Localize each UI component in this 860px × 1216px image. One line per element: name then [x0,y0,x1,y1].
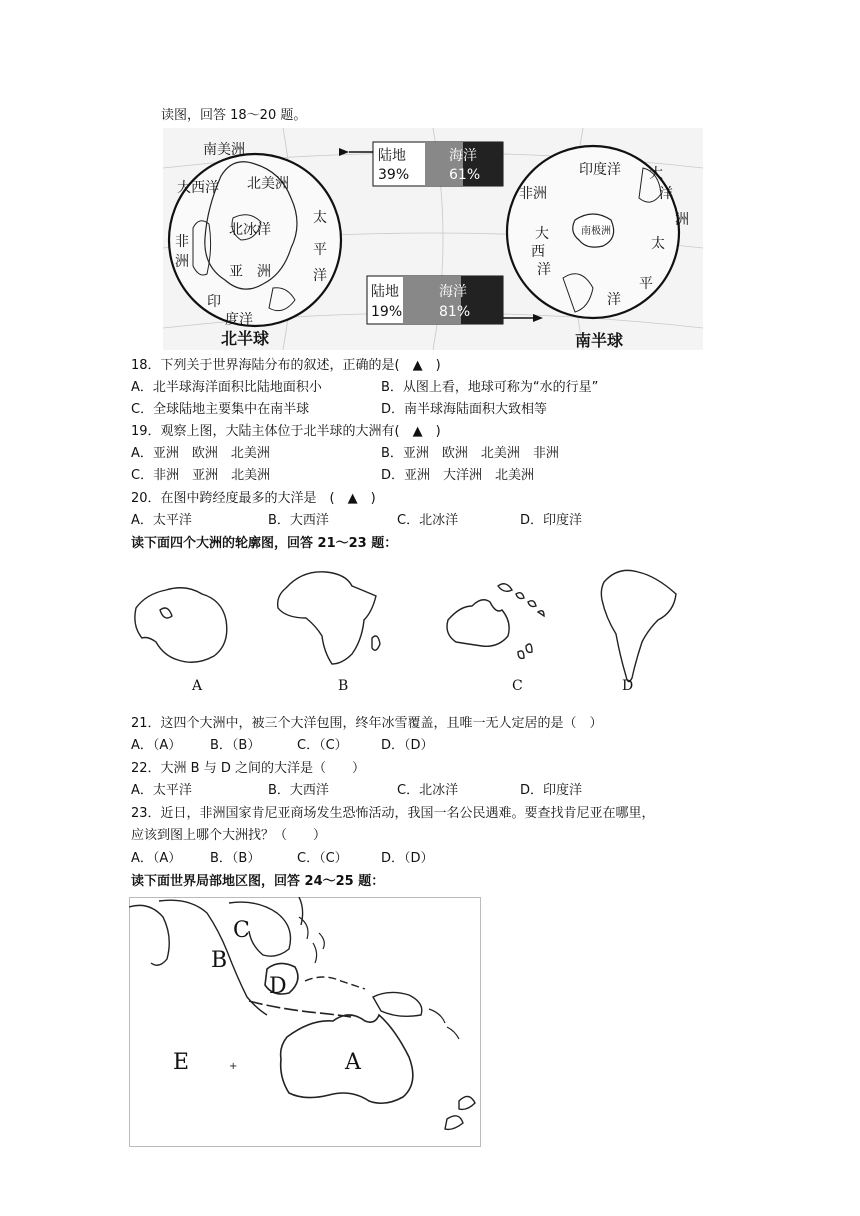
north-hemisphere-title: 北半球 [221,329,270,348]
q18-option-d[interactable]: D．南半球海陆面积大致相等 [381,402,548,417]
label-pacific-s2: 平 [639,276,653,292]
q23-stem: 23．近日，非洲国家肯尼亚商场发生恐怖活动，我国一名公民遇难。要查找肯尼亚在哪里， [131,806,655,821]
q19-option-c[interactable]: C．非洲 亚洲 北美洲 [131,468,271,483]
hemisphere-figure [163,128,703,350]
q21-option-d[interactable]: D．（D） [381,738,434,753]
q18-option-a[interactable]: A．北半球海洋面积比陆地面积小 [131,380,322,395]
q23-option-a[interactable]: A．（A） [131,851,182,866]
label-atlantic-s2: 西 [531,244,545,260]
label-indian-n2: 度洋 [225,312,253,328]
q22-option-b[interactable]: B．大西洋 [268,783,329,798]
continent-b-outline [278,572,380,664]
north-land-ocean-bar [373,142,503,186]
label-pacific-n1: 太 [313,210,327,226]
q19-stem: 19．观察上图，大陆主体位于北半球的大洲有( ▲ ) [131,424,441,439]
q20-stem: 20．在图中跨经度最多的大洋是 ( ▲ ) [131,491,376,506]
q23-stem-continued: 应该到图上哪个大洲找？（ ） [131,828,327,843]
q20-option-c[interactable]: C．北冰洋 [397,513,459,528]
q22-option-c[interactable]: C．北冰洋 [397,783,459,798]
label-asia: 亚 洲 [229,264,271,280]
q18-option-c[interactable]: C．全球陆地主要集中在南半球 [131,402,310,417]
region-label-c: C [233,918,250,943]
q22-option-a[interactable]: A．太平洋 [131,783,192,798]
north-land-label: 陆地 [378,148,406,164]
south-hemisphere-title: 南半球 [575,331,624,350]
intro-18-20: 读图，回答 18～20 题。 [161,108,307,123]
label-pacific-n3: 洋 [313,268,327,284]
label-atlantic-s1: 大 [535,226,549,242]
q22-option-d[interactable]: D．印度洋 [520,783,583,798]
region-label-d: D [269,974,287,999]
q23-option-d[interactable]: D．（D） [381,851,434,866]
continent-a-outline [135,588,227,663]
south-land-ocean-bar [367,276,503,324]
q19-option-b[interactable]: B．亚洲 欧洲 北美洲 非洲 [381,446,559,461]
q18-stem: 18．下列关于世界海陆分布的叙述，正确的是( ▲ ) [131,358,441,373]
label-africa-n1: 非 [175,234,189,250]
north-ocean-pct: 61% [449,167,481,183]
q18-option-b[interactable]: B．从图上看，地球可称为“水的行星” [381,380,599,395]
q20-option-d[interactable]: D．印度洋 [520,513,583,528]
q19-option-d[interactable]: D．亚洲 大洋洲 北美洲 [381,468,535,483]
north-land-pct: 39% [378,167,410,183]
continent-label-c: C [512,678,523,694]
label-pacific-n2: 平 [313,242,327,258]
label-indian-ocean-s: 印度洋 [579,162,621,178]
south-land-pct: 19% [371,304,403,320]
label-arctic: 北冰洋 [229,222,271,238]
label-indian-n1: 印 [207,294,221,310]
q20-option-a[interactable]: A．太平洋 [131,513,192,528]
q21-option-c[interactable]: C．（C） [297,738,348,753]
label-north-america: 北美洲 [247,176,289,192]
continent-d-outline [601,570,676,681]
q19-option-a[interactable]: A．亚洲 欧洲 北美洲 [131,446,270,461]
q21-stem: 21．这四个大洲中，被三个大洋包围，终年冰雪覆盖，且唯一无人定居的是（ ） [131,716,603,731]
south-ocean-pct: 81% [439,304,471,320]
continent-label-d: D [622,678,634,694]
label-atlantic-s3: 洋 [537,262,551,278]
label-pacific-s1: 太 [651,236,665,252]
south-land-label: 陆地 [371,284,399,300]
q23-option-b[interactable]: B．（B） [210,851,261,866]
region-label-e: E [173,1050,190,1075]
continent-c-outline [447,584,544,659]
q21-option-b[interactable]: B．（B） [210,738,261,753]
label-south-america-n: 南美洲 [203,142,245,158]
continent-label-a: A [192,678,203,694]
label-africa-s: 非洲 [519,186,547,202]
cross-marker: + [229,1061,238,1072]
intro-24-25: 读下面世界局部地区图，回答 24～25 题： [131,874,385,889]
continent-label-b: B [338,678,349,694]
q23-option-c[interactable]: C．（C） [297,851,348,866]
q22-stem: 22．大洲 B 与 D 之间的大洋是（ ） [131,761,366,776]
label-oceania-s2: 洋 [659,186,673,202]
label-oceania-s1: 大 [649,166,663,182]
q20-option-b[interactable]: B．大西洋 [268,513,329,528]
north-ocean-label: 海洋 [449,148,477,164]
q21-option-a[interactable]: A．（A） [131,738,182,753]
label-africa-n2: 洲 [175,254,189,270]
label-antarctica: 南极洲 [581,226,611,237]
continent-outlines-figure [126,560,706,700]
region-label-a: A [345,1050,361,1075]
label-oceania-s3: 洲 [675,212,689,228]
regional-map-figure [129,897,481,1147]
region-label-b: B [211,948,228,973]
intro-21-23: 读下面四个大洲的轮廓图，回答 21～23 题： [131,536,398,551]
label-atlantic-n: 大西洋 [177,180,219,196]
south-ocean-label: 海洋 [439,284,467,300]
label-pacific-s3: 洋 [607,292,621,308]
